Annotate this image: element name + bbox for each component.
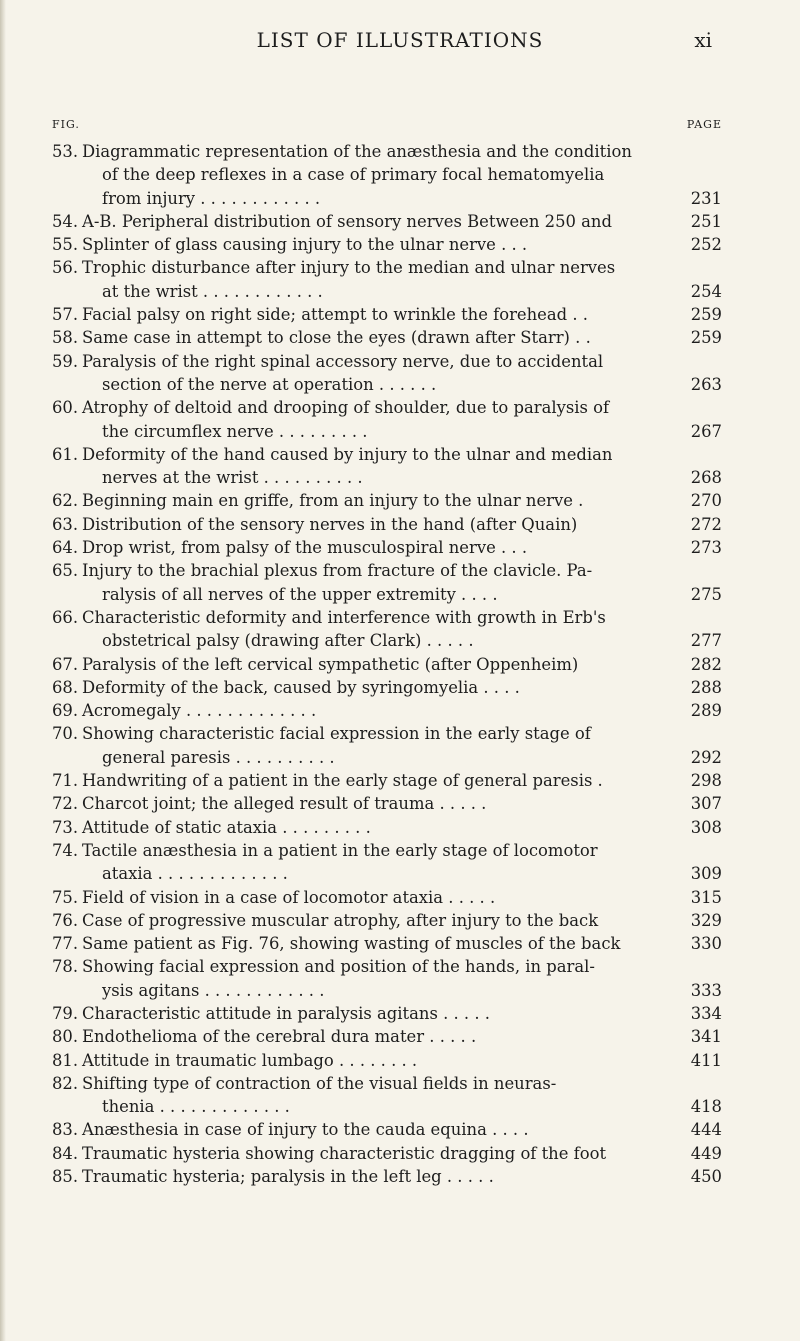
- figure-number: 79.: [52, 1003, 79, 1023]
- caption-line: Facial palsy on right side; attempt to wrinkle the forehead . .: [82, 305, 588, 325]
- figure-number: 66.: [52, 607, 79, 627]
- figure-caption: [82, 210, 686, 233]
- figure-number: 62.: [52, 491, 79, 511]
- page-reference: 267: [690, 421, 722, 441]
- figure-caption: [82, 676, 686, 699]
- page-reference: 450: [690, 1167, 722, 1187]
- page-reference: 272: [690, 514, 722, 534]
- list-entry: [52, 839, 722, 886]
- page-reference: 449: [690, 1143, 722, 1163]
- figure-caption: [82, 606, 686, 653]
- caption-line: Deformity of the hand caused by injury to the ulnar and median: [82, 444, 613, 464]
- caption-line: Shifting type of contraction of the visual fields in neuras-: [82, 1073, 557, 1093]
- figure-caption: [82, 653, 686, 676]
- figure-caption: [82, 1025, 686, 1048]
- figure-caption: [82, 839, 686, 886]
- figure-number: 81.: [52, 1050, 79, 1070]
- list-entry: [52, 140, 722, 210]
- list-entry: [52, 396, 722, 443]
- figure-number: 67.: [52, 654, 79, 674]
- page-reference: 330: [690, 934, 722, 954]
- list-entry: [52, 513, 722, 536]
- figure-number: 77.: [52, 934, 79, 954]
- caption-line: Trophic disturbance after injury to the median and ulnar nerves: [82, 258, 616, 278]
- figure-caption: [82, 140, 686, 210]
- list-entry: [52, 559, 722, 606]
- figure-caption: [82, 326, 686, 349]
- caption-line: Injury to the brachial plexus from fracture of the clavicle. Pa-: [82, 561, 593, 581]
- page-reference: 259: [690, 328, 722, 348]
- page-reference: 411: [690, 1050, 722, 1070]
- page-reference: 307: [690, 794, 722, 814]
- caption-line: Handwriting of a patient in the early stage of general paresis .: [82, 771, 603, 791]
- figure-caption: [82, 256, 686, 303]
- caption-line: of the deep reflexes in a case of primary focal hematomyelia: [102, 165, 605, 185]
- page-reference: 341: [690, 1027, 722, 1047]
- list-entry: [52, 1049, 722, 1072]
- list-entry: [52, 1142, 722, 1165]
- caption-line: from injury . . . . . . . . . . . .: [102, 188, 321, 208]
- figure-caption: [82, 1118, 686, 1141]
- list-entry: [52, 909, 722, 932]
- figure-number: 70.: [52, 724, 79, 744]
- page-reference: 254: [690, 281, 722, 301]
- figure-caption: [82, 769, 686, 792]
- page-reference: 275: [690, 584, 722, 604]
- column-headings: [52, 118, 722, 136]
- caption-line: Paralysis of the right spinal accessory nerve, due to accidental: [82, 351, 604, 371]
- list-entry: [52, 792, 722, 815]
- figure-caption: [82, 536, 686, 559]
- figure-number: 71.: [52, 771, 79, 791]
- figure-number: 68.: [52, 677, 79, 697]
- figure-number: 76.: [52, 910, 79, 930]
- figure-number: 55.: [52, 235, 79, 255]
- caption-line: Anæsthesia in case of injury to the cauda equina . . . .: [82, 1120, 529, 1140]
- list-entry: [52, 210, 722, 233]
- caption-line: general paresis . . . . . . . . . .: [102, 747, 335, 767]
- caption-line: Attitude in traumatic lumbago . . . . . . . .: [82, 1050, 418, 1070]
- figure-number: 60.: [52, 398, 79, 418]
- caption-line: Showing facial expression and position of the hands, in paral-: [82, 957, 595, 977]
- figure-caption: [82, 1165, 686, 1188]
- figure-number: 83.: [52, 1120, 79, 1140]
- figure-caption: [82, 792, 686, 815]
- figure-caption: [82, 816, 686, 839]
- list-entry: [52, 653, 722, 676]
- page-reference: 289: [690, 701, 722, 721]
- caption-line: nerves at the wrist . . . . . . . . . .: [102, 468, 363, 488]
- page-reference: 231: [690, 188, 722, 208]
- figure-caption: [82, 303, 686, 326]
- figure-number: 72.: [52, 794, 79, 814]
- page-reference: 333: [690, 980, 722, 1000]
- figure-number: 65.: [52, 561, 79, 581]
- caption-line: Characteristic deformity and interference with growth in Erb's: [82, 607, 606, 627]
- fig-column-heading: FIG.: [52, 118, 80, 131]
- caption-line: Beginning main en griffe, from an injury to the ulnar nerve .: [82, 491, 584, 511]
- page-reference: 329: [690, 910, 722, 930]
- list-entry: [52, 303, 722, 326]
- figure-caption: [82, 1142, 686, 1165]
- list-entry: [52, 489, 722, 512]
- figure-number: 69.: [52, 701, 79, 721]
- caption-line: Deformity of the back, caused by syringomyelia . . . .: [82, 677, 520, 697]
- caption-line: Paralysis of the left cervical sympathetic (after Oppenheim): [82, 654, 579, 674]
- caption-line: Acromegaly . . . . . . . . . . . . .: [82, 701, 317, 721]
- figure-number: 80.: [52, 1027, 79, 1047]
- caption-line: section of the nerve at operation . . . . . .: [102, 374, 437, 394]
- page-number: xi: [694, 28, 712, 52]
- page-reference: 309: [690, 864, 722, 884]
- list-entry: [52, 326, 722, 349]
- page-reference: 315: [690, 887, 722, 907]
- page-reference: 273: [690, 538, 722, 558]
- caption-line: A-B. Peripheral distribution of sensory nerves Between 250 and: [82, 211, 612, 231]
- caption-line: Case of progressive muscular atrophy, after injury to the back: [82, 910, 599, 930]
- figure-number: 61.: [52, 444, 79, 464]
- list-entry: [52, 1118, 722, 1141]
- list-entry: [52, 769, 722, 792]
- list-entry: [52, 1002, 722, 1025]
- caption-line: at the wrist . . . . . . . . . . . .: [102, 281, 323, 301]
- caption-line: Charcot joint; the alleged result of trauma . . . . .: [82, 794, 487, 814]
- page-reference: 288: [690, 677, 722, 697]
- figure-number: 82.: [52, 1073, 79, 1093]
- caption-line: Characteristic attitude in paralysis agitans . . . . .: [82, 1003, 490, 1023]
- figure-number: 53.: [52, 142, 79, 161]
- page-reference: 268: [690, 468, 722, 488]
- figure-caption: [82, 1072, 686, 1119]
- figure-caption: [82, 1049, 686, 1072]
- list-entry: [52, 676, 722, 699]
- list-entry: [52, 722, 722, 769]
- page-reference: 270: [690, 491, 722, 511]
- page-reference: 259: [690, 305, 722, 325]
- page-reference: 292: [690, 747, 722, 767]
- page-reference: 282: [690, 654, 722, 674]
- caption-line: Showing characteristic facial expression in the early stage of: [82, 724, 591, 744]
- figure-caption: [82, 722, 686, 769]
- figure-number: 78.: [52, 957, 79, 977]
- page-reference: 298: [690, 771, 722, 791]
- page-column-heading: PAGE: [686, 118, 722, 131]
- figure-caption: [82, 513, 686, 536]
- figure-number: 58.: [52, 328, 79, 348]
- page-reference: 252: [690, 235, 722, 255]
- page-reference: 444: [690, 1120, 722, 1140]
- list-entry: [52, 1165, 722, 1188]
- caption-line: Splinter of glass causing injury to the ulnar nerve . . .: [82, 235, 528, 255]
- figure-caption: [82, 932, 686, 955]
- figure-caption: [82, 559, 686, 606]
- list-entry: [52, 1072, 722, 1119]
- running-head: [0, 28, 800, 58]
- figure-number: 84.: [52, 1143, 79, 1163]
- list-entry: [52, 699, 722, 722]
- figure-caption: [82, 699, 686, 722]
- caption-line: Attitude of static ataxia . . . . . . . . .: [82, 817, 371, 837]
- figure-number: 85.: [52, 1167, 79, 1187]
- list-entry: [52, 932, 722, 955]
- list-entry: [52, 536, 722, 559]
- caption-line: Field of vision in a case of locomotor ataxia . . . . .: [82, 887, 496, 907]
- caption-line: Endothelioma of the cerebral dura mater . . . . .: [82, 1027, 477, 1047]
- page-title: LIST OF ILLUSTRATIONS: [256, 28, 544, 52]
- page-reference: 418: [690, 1097, 722, 1117]
- caption-line: Diagrammatic representation of the anæsthesia and the condition: [82, 142, 632, 161]
- caption-line: Atrophy of deltoid and drooping of shoulder, due to paralysis of: [82, 398, 610, 418]
- figure-caption: [82, 909, 686, 932]
- caption-line: thenia . . . . . . . . . . . . .: [102, 1097, 290, 1117]
- page-reference: 263: [690, 374, 722, 394]
- caption-line: Traumatic hysteria showing characteristic dragging of the foot: [82, 1143, 607, 1163]
- figure-caption: [82, 443, 686, 490]
- list-entry: [52, 350, 722, 397]
- list-entry: [52, 816, 722, 839]
- illustrations-list: [52, 140, 722, 1188]
- figure-caption: [82, 489, 686, 512]
- caption-line: Same case in attempt to close the eyes (drawn after Starr) . .: [82, 328, 591, 348]
- caption-line: Distribution of the sensory nerves in the hand (after Quain): [82, 514, 578, 534]
- figure-caption: [82, 350, 686, 397]
- caption-line: Traumatic hysteria; paralysis in the left leg . . . . .: [82, 1167, 494, 1187]
- figure-caption: [82, 396, 686, 443]
- caption-line: ysis agitans . . . . . . . . . . . .: [102, 980, 325, 1000]
- list-entry: [52, 955, 722, 1002]
- caption-line: ataxia . . . . . . . . . . . . .: [102, 864, 288, 884]
- caption-line: Tactile anæsthesia in a patient in the early stage of locomotor: [82, 840, 598, 860]
- list-entry: [52, 256, 722, 303]
- figure-number: 74.: [52, 840, 79, 860]
- figure-number: 75.: [52, 887, 79, 907]
- figure-caption: [82, 233, 686, 256]
- page-reference: 277: [690, 631, 722, 651]
- figure-number: 73.: [52, 817, 79, 837]
- figure-number: 64.: [52, 538, 79, 558]
- list-entry: [52, 886, 722, 909]
- caption-line: Drop wrist, from palsy of the musculospiral nerve . . .: [82, 538, 528, 558]
- list-entry: [52, 443, 722, 490]
- list-entry: [52, 606, 722, 653]
- page-reference: 334: [690, 1003, 722, 1023]
- page-reference: 251: [690, 211, 722, 231]
- figure-caption: [82, 886, 686, 909]
- figure-number: 54.: [52, 211, 79, 231]
- list-entry: [52, 233, 722, 256]
- figure-number: 59.: [52, 351, 79, 371]
- caption-line: the circumflex nerve . . . . . . . . .: [102, 421, 368, 441]
- figure-number: 56.: [52, 258, 79, 278]
- caption-line: ralysis of all nerves of the upper extremity . . . .: [102, 584, 498, 604]
- caption-line: obstetrical palsy (drawing after Clark) . . . . .: [102, 631, 474, 651]
- page-edge: [0, 0, 6, 1341]
- list-entry: [52, 1025, 722, 1048]
- caption-line: Same patient as Fig. 76, showing wasting of muscles of the back: [82, 934, 621, 954]
- figure-number: 63.: [52, 514, 79, 534]
- figure-caption: [82, 955, 686, 1002]
- figure-caption: [82, 1002, 686, 1025]
- page-reference: 308: [690, 817, 722, 837]
- figure-number: 57.: [52, 305, 79, 325]
